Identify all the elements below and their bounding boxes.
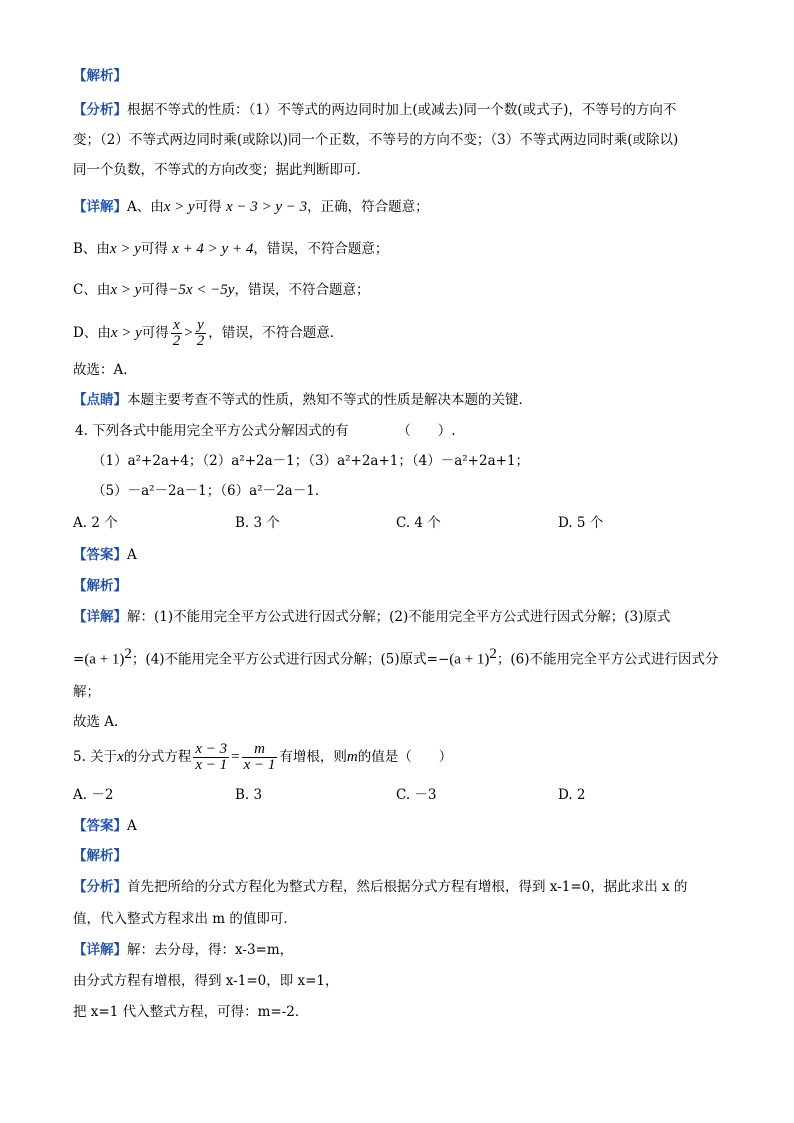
q4-answer-paren: （ ）. [397,423,456,439]
answer-tag: 【答案】 [73,818,127,834]
detail-option-b [73,240,388,258]
detail-tag: 【详解】 [73,609,127,625]
fraction-numerator: x − 3 [195,741,228,757]
math-condition: x > y [110,325,142,341]
q5-analysis-heading: 【解析】 [73,848,127,864]
q5-detail-line-3: 把 x=1 代入整式方程，可得：m=-2． [73,1004,309,1020]
option-d-mid: 可得 [141,325,169,341]
q4-stem-text: 4. 下列各式中能用完全平方公式分解因式的有 [75,423,349,439]
math-square-base: (a + 1) [449,651,490,668]
q4-analysis-heading: 【解析】 [73,578,127,594]
math-condition: x > y [109,241,141,257]
greater-than: > [184,325,193,341]
q4-stem [75,422,456,440]
q5-option-c: C. －3 [396,787,437,803]
comment-line [73,391,532,409]
q4-option-d: D. 5 个 [558,515,604,531]
analysis-line-1 [73,101,676,119]
q5-option-b: B. 3 [235,787,263,803]
q4-detail-text-1: 解：(1)不能用完全平方公式进行因式分解；(2)不能用完全平方公式进行因式分解；(3)原式 [127,609,671,625]
q4-detail-text-2: ；(4)不能用完全平方公式进行因式分解；(5)原式=− [131,651,450,668]
detail-option-d [73,316,343,350]
math-variable-m: m [346,749,358,765]
answer-value: A [127,818,137,834]
comment-tag: 【点睛】 [73,392,127,408]
q5-stem-pre: 5. 关于 [73,749,118,765]
q5-option-d: D. 2 [558,787,586,803]
option-c-mid: 可得 [141,282,169,298]
analysis-line-2: 变；（2）不等式两边同时乘(或除以)同一个正数，不等号的方向不变；（3）不等式两边同时乘(或除以) [73,132,679,148]
option-d-end: ，错误，不符合题意． [208,325,344,341]
fraction-denominator: 2 [196,333,205,349]
option-b-prefix: B、由 [73,241,110,257]
option-a-mid: 可得 [194,199,222,215]
q4-option-a: A. 2 个 [73,515,118,531]
q5-detail-text-1: 解：去分母，得：x-3=m， [127,942,294,958]
option-b-end: ，错误，不符合题意； [253,241,389,257]
math-variable-x: x [117,749,124,765]
fraction-left [193,742,229,773]
option-b-mid: 可得 [140,241,168,257]
q5-analysis-line-1 [73,878,687,896]
answer-value: A [127,547,137,563]
fraction-numerator: x [171,318,183,334]
detail-tag: 【详解】 [73,942,127,958]
detail-tag: 【详解】 [73,199,127,215]
analysis-text: 根据不等式的性质：（1）不等式的两边同时加上(或减去)同一个数(或式子)，不等号的方向不 [127,102,677,118]
math-condition: x > y [163,199,195,215]
math-result: x + 4 > y + 4 [172,241,254,257]
q4-detail-line-3: 解； [73,684,100,700]
math-square-base: (a + 1) [84,651,125,668]
q5-stem-mid: 的分式方程 [123,749,192,765]
q5-stem [73,740,452,774]
fraction-numerator: y [195,318,207,334]
option-c-prefix: C、由 [73,282,111,298]
option-c-end: ，错误，不符合题意； [234,282,370,298]
fraction-numerator: m [242,742,278,758]
math-exponent: 2 [489,646,497,662]
q5-detail-line-1 [73,941,293,959]
answer-tag: 【答案】 [73,547,127,563]
q4-items-1: （1）a²+2a+4；（2）a²+2a－1；（3）a²+2a+1；（4）－a²+2a+1； [92,453,530,469]
math-result: −5x < −5y [168,282,235,298]
q5-detail-line-2: 由分式方程有增根，得到 x-1=0，即 x=1， [73,973,339,989]
fraction-right [242,742,278,773]
fraction-denominator: x − 1 [243,757,276,773]
q4-detail-line-1 [73,608,670,626]
q4-items-2: （5）－a²－2a－1；（6）a²－2a－1. [92,483,320,499]
fraction-y-over-2 [195,318,207,349]
q4-option-c: C. 4 个 [396,515,441,531]
detail-option-c [73,281,369,299]
q5-analysis-text-1: 首先把所给的分式方程化为整式方程，然后根据分式方程有增根，得到 x-1=0，据此求出 x 的 [127,879,688,895]
q5-analysis-line-2: 值，代入整式方程求出 m 的值即可． [73,911,297,927]
analysis-line-3: 同一个负数，不等式的方向改变；据此判断即可． [73,162,370,178]
q4-answer-line [73,546,137,564]
math-condition: x > y [110,282,142,298]
fraction-denominator: 2 [172,333,181,349]
q4-choice-line: 故选 A. [73,714,119,730]
analysis-tag: 【分析】 [73,879,127,895]
analysis-heading: 【解析】 [73,68,127,84]
option-d-prefix: D、由 [73,325,111,341]
analysis-tag: 【分析】 [73,102,127,118]
comment-text: 本题主要考查不等式的性质，熟知不等式的性质是解决本题的关键． [127,392,532,408]
q4-detail-text-3: ；(6)不能用完全平方公式进行因式分 [496,651,719,668]
q5-stem-end: 的值是（ ） [357,749,453,765]
q5-option-a: A. －2 [73,787,114,803]
fraction-denominator: x − 1 [195,757,228,773]
fraction-x-over-2 [171,318,183,349]
equals-sign: = [73,651,85,668]
math-exponent: 2 [124,646,132,662]
detail-option-a [73,198,429,216]
equals-sign: = [231,749,240,765]
option-a-end: ，正确，符合题意； [307,199,429,215]
choice-line: 故选：A． [73,362,137,378]
q5-stem-post: 有增根，则 [279,749,347,765]
math-result: x − 3 > y − 3 [225,199,308,215]
q5-answer-line [73,817,137,835]
q4-option-b: B. 3 个 [235,515,280,531]
q4-detail-line-2 [73,645,719,669]
option-a-prefix: A、由 [127,199,164,215]
